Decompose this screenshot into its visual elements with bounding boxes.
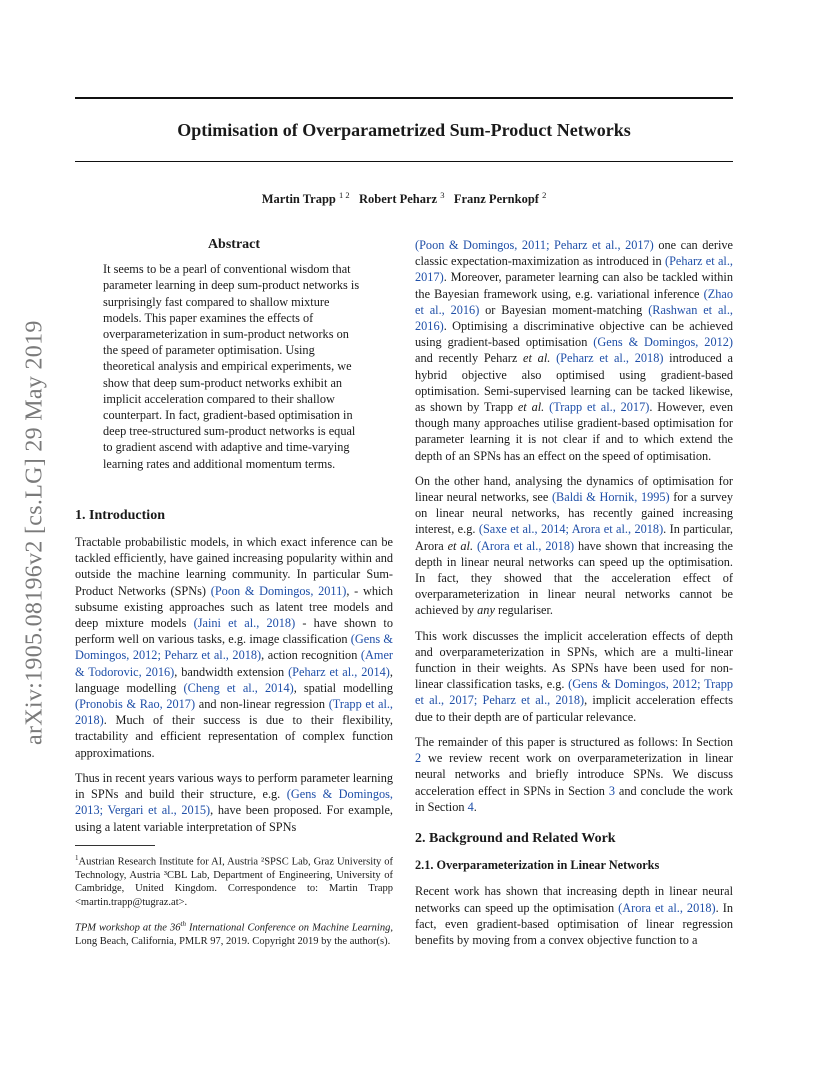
citation-link[interactable]: (Arora et al., 2018) (476, 538, 575, 553)
paragraph: Recent work has shown that increasing depth in linear neural networks can speed up the optimisation (Arora et al., 2018). In fact, even gradient-based optimisation of linear regression benefits by moving from a convex objective function to a (415, 884, 733, 947)
paragraph: This work discusses the implicit acceleration effects of depth and overparameterization in SPNs, which are a multi-linear function in their weights. As SPNs have been used for non-linear classification tasks, e.g. (Gens & Domingos, 2012; Trapp et al., 2017; Peharz et al., 2018), implicit acceleration effects due to their depth are of particular relevance. (415, 628, 734, 724)
abstract-heading: Abstract (207, 237, 261, 252)
paragraph: Thus in recent years various ways to perform parameter learning in SPNs and build their structure, e.g. (Gens & Domingos, 2013; Vergari et al., 2015), have been proposed. For example, using a latent variable interpretation of SPNs (75, 770, 393, 834)
footnote-affiliations: $^1$Austrian Research Institute for AI, Austria ²SPSC Lab, Graz University of Technology, Austria ³CBL Lab, Department of Engineering, University of Cambridge, United Kingdom. Correspondence to: Martin Trapp <martin.trapp@tugraz.at>. (75, 853, 393, 908)
citation-link[interactable]: (Peharz et al., 2017) (415, 254, 733, 285)
citation-link[interactable]: (Trapp et al., 2018) (75, 697, 394, 728)
author-name: Martin Trapp (261, 192, 336, 207)
section-heading-background: 2. Background and Related Work (415, 830, 616, 846)
author-name: Robert Peharz (359, 192, 438, 207)
paragraph: Tractable probabilistic models, in which exact inference can be tackled efficiently, have gained increasing popularity within and outside the machine learning community. In particular Sum-Product Networks (SPNs) (Poon & Domingos, 2011), - which subsume existing approaches such as latent tree models and deep mixture models (Jaini et al., 2018) - have shown to perform well on various tasks, e.g. image classification (Gens & Domingos, 2012; Peharz et al., 2018), action recognition (Amer & Todorovic, 2016), bandwidth extension (Peharz et al., 2014), language modelling (Cheng et al., 2014), spatial modelling (Pronobis & Rao, 2017) and non-linear regression (Trapp et al., 2018). Much of their success is due to their flexibility, tractability and efficient representation of complex function approximations. (75, 535, 394, 760)
citation-link[interactable]: (Amer & Todorovic, 2016) (75, 648, 393, 679)
citation-link[interactable]: (Gens & Domingos, 2013; Vergari et al., 2015) (75, 787, 393, 818)
citation-link[interactable]: (Arora et al., 2018) (618, 900, 716, 915)
citation-link[interactable]: (Gens & Domingos, 2012; Peharz et al., 2018) (75, 632, 393, 663)
paragraph: The remainder of this paper is structured as follows: In Section 2 we review recent work on overparameterization in linear neural networks and briefly introduce SPNs. We discuss acceleration effect in SPNs in Section 3 and conclude the work in Section 4. (415, 734, 734, 814)
top-rule (75, 97, 733, 99)
left-column (75, 237, 393, 958)
arxiv-stamp: arXiv:1905.08196v2 [cs.LG] 29 May 2019 (21, 320, 48, 746)
section-link[interactable]: 2 (415, 751, 422, 766)
author-affiliation: 2 (542, 190, 547, 200)
citation-link[interactable]: (Gens & Domingos, 2012) (593, 335, 733, 350)
author-name: Franz Pernkopf (453, 192, 539, 207)
right-column (415, 237, 733, 957)
citation-link[interactable]: (Rashwan et al., 2016) (415, 302, 733, 334)
author-affiliation: 3 (440, 190, 445, 200)
citation-link[interactable]: (Gens & Domingos, 2012; Trapp et al., 2017; Peharz et al., 2018) (415, 677, 734, 708)
section-link[interactable]: 3 (608, 783, 616, 798)
citation-link[interactable]: (Poon & Domingos, 2011) (210, 583, 347, 598)
paper-title: Optimisation of Overparametrized Sum-Product Networks (177, 120, 631, 140)
subsection-heading: 2.1. Overparameterization in Linear Networks (415, 858, 660, 873)
citation-link[interactable]: (Poon & Domingos, 2011; Peharz et al., 2017) (415, 238, 654, 252)
title-bottom-rule (75, 161, 733, 162)
footnote-workshop: TPM workshop at the 36th International Conference on Machine Learning, Long Beach, California, PMLR 97, 2019. Copyright 2019 by the author(s). (75, 920, 393, 948)
footnote-rule (75, 845, 155, 846)
citation-link[interactable]: (Peharz et al., 2018) (556, 351, 664, 366)
citation-link[interactable]: (Peharz et al., 2014) (288, 664, 390, 679)
abstract-text: It seems to be a pearl of conventional wisdom that parameter learning in deep sum-product networks is surprisingly fast compared to shallow mixture models. This paper examines the effects of overparameterization in sum-product networks on the speed of parameter optimisation. Using theoretical analysis and empirical experiments, we show that deep sum-product networks exhibit an implicit acceleration compared to their shallow counterpart. In fact, gradient-based optimisation in deep tree-structured sum-product networks is equal to gradient ascend with adaptive and time-varying learning rates and additional momentum terms. (103, 262, 360, 471)
paragraph: On the other hand, analysing the dynamics of optimisation for linear neural networks, see (Baldi & Hornik, 1995) for a survey on linear neural networks, has recently gained increasing interest, e.g. (Saxe et al., 2014; Arora et al., 2018). In particular, Arora et al. (Arora et al., 2018) have shown that increasing the depth in linear neural networks can speed up the optimisation. In fact, they showed that the acceleration effect of overparameterization in linear neural networks cannot be achieved by any regulariser. (415, 473, 733, 618)
section-link[interactable]: 4 (467, 799, 474, 814)
citation-link[interactable]: (Saxe et al., 2014; Arora et al., 2018) (478, 522, 664, 537)
citation-link[interactable]: (Trapp et al., 2017) (549, 400, 650, 415)
citation-link[interactable]: (Cheng et al., 2014) (183, 680, 294, 695)
author-list (75, 190, 733, 207)
citation-link[interactable]: (Zhao et al., 2016) (415, 286, 733, 317)
citation-link[interactable]: (Jaini et al., 2018) (193, 616, 296, 631)
citation-link[interactable]: (Pronobis & Rao, 2017) (75, 697, 196, 712)
abstract (75, 237, 393, 472)
section-heading-introduction: 1. Introduction (75, 507, 165, 523)
author-affiliation: 1 2 (339, 190, 350, 200)
citation-link[interactable]: (Baldi & Hornik, 1995) (551, 490, 670, 505)
paragraph: (Poon & Domingos, 2011; Peharz et al., 2017) one can derive classic expectation-maximization as introduced in (Peharz et al., 2017). Moreover, parameter learning can also be tackled within the Bayesian framework using, e.g. variational inference (Zhao et al., 2016) or Bayesian moment-matching (Rashwan et al., 2016). Optimising a discriminative objective can be achieved using gradient-based optimisation (Gens & Domingos, 2012) and recently Peharz et al. (Peharz et al., 2018) introduced a hybrid objective also optimised using gradient-based optimisation. Semi-supervised learning can be tacked likewise, as shown by Trapp et al. (Trapp et al., 2017). However, even though many approaches utilise gradient-based optimisation for parameter learning it is not clear if and to which extend the depth of an SPNs has an effect on the speed of optimisation. (415, 238, 734, 463)
